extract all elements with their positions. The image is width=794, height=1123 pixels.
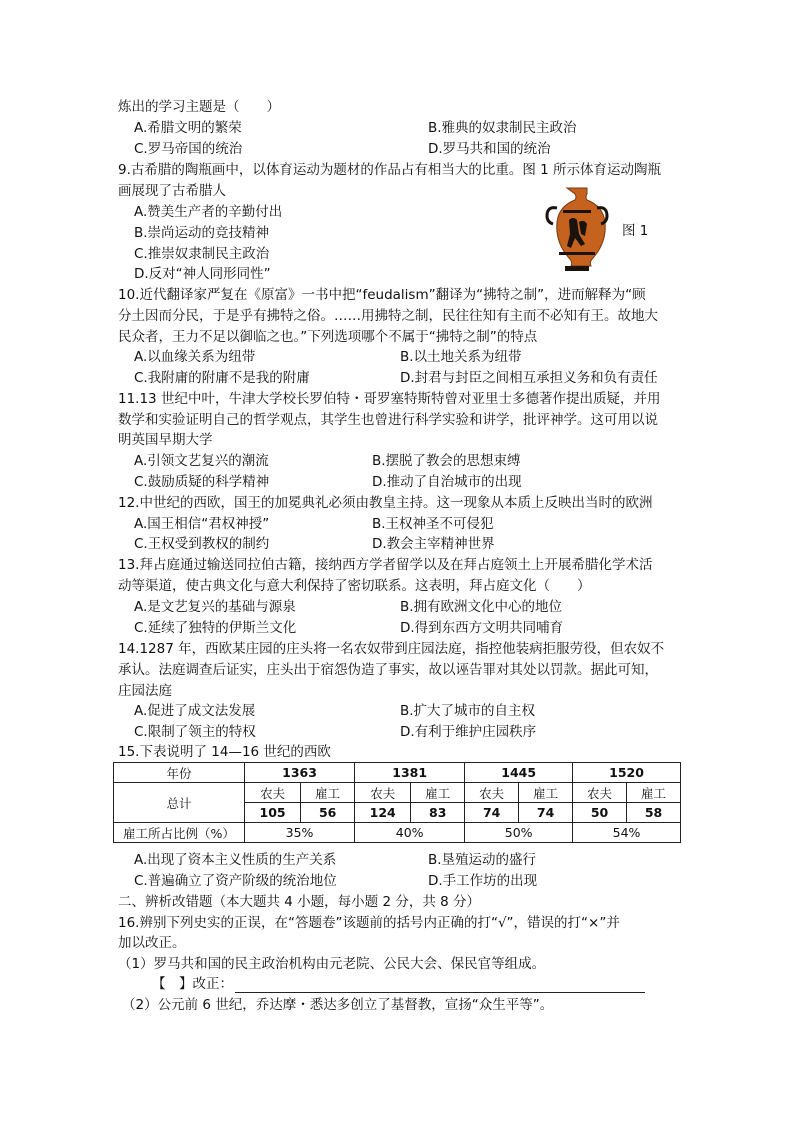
table-cell-hired: 雇工 [627, 783, 681, 803]
table-cell-count: 74 [519, 803, 573, 823]
q13-stem-line1: 13.拜占庭通过输送同拉伯古籍，接纳西方学者留学以及在拜占庭领土上开展希腊化学术活 [118, 557, 653, 573]
table-cell-year: 1381 [355, 763, 465, 783]
q16-statement-2: （2）公元前 6 世纪，乔达摩・悉达多创立了基督教，宣扬“众生平等”。 [122, 997, 554, 1013]
table-row-ratio [114, 823, 681, 843]
table-cell-year: 1520 [573, 763, 681, 783]
q10-option-c: C.我附庸的附庸不是我的附庸 [134, 370, 310, 386]
amphora-image [543, 186, 611, 272]
q8-stem-tail: 炼出的学习主题是（ ） [118, 99, 280, 115]
q14-stem-line1: 14.1287 年，西欧某庄园的庄头将一名农奴带到庄园法庭，指控他装病拒服劳役，但农奴不 [118, 641, 665, 657]
q14-option-b: B.扩大了城市的自主权 [400, 703, 536, 719]
q14-stem-line3: 庄园法庭 [118, 683, 172, 699]
table-cell-hired: 雇工 [411, 783, 465, 803]
q12-stem-line1: 12.中世纪的西欧，国王的加冕典礼必须由教皇主持。这一现象从本质上反映出当时的欧洲 [118, 495, 653, 511]
q9-option-b: B.崇尚运动的竞技精神 [134, 225, 270, 241]
q16-statement-1: （1）罗马共和国的民主政治机构由元老院、公民大会、保民官等组成。 [118, 956, 546, 972]
q10-stem-line3: 民众者，王力不足以御临之也。”下列选项哪个不属于“拂特之制”的特点 [118, 329, 538, 345]
q10-option-a: A.以血缘关系为纽带 [134, 349, 256, 365]
q11-stem-line1: 11.13 世纪中叶，牛津大学校长罗伯特・哥罗塞特斯特曾对亚里士多德著作提出质疑，并用 [118, 391, 661, 407]
table-cell-ratio-label: 雇工所占比例（%） [114, 823, 245, 843]
q15-option-b: B.垦殖运动的盛行 [428, 852, 537, 868]
q11-option-a: A.引领文艺复兴的潮流 [134, 453, 269, 469]
q10-stem-line2: 分土因而分民，于是乎有拂特之俗。……用拂特之制，民往往知有主而不必知有王。故地大 [118, 308, 658, 324]
q11-option-d: D.推动了自治城市的出现 [372, 474, 522, 490]
q9-option-c: C.推崇奴隶制民主政治 [134, 246, 270, 262]
q8-option-d: D.罗马共和国的统治 [428, 141, 551, 157]
q9-option-a: A.赞美生产者的辛勤付出 [134, 204, 283, 220]
figure-1-label: 图 1 [622, 223, 649, 239]
q11-option-b: B.摆脱了教会的思想束缚 [372, 453, 521, 469]
q8-option-c: C.罗马帝国的统治 [134, 141, 243, 157]
table-cell-hired: 雇工 [301, 783, 355, 803]
q14-stem-line2: 承认。法庭调查后证实，庄头出于宿怨伪造了事实，故以诬告罪对其处以罚款。据此可知， [118, 662, 658, 678]
q16-answer-row-1 [152, 975, 645, 993]
table-cell-ratio: 35% [245, 823, 355, 843]
q15-option-c: C.普遍确立了资产阶级的统治地位 [134, 873, 337, 889]
q15-option-a: A.出现了资本主义性质的生产关系 [134, 852, 337, 868]
table-cell-count: 124 [355, 803, 411, 823]
table-cell-ratio: 54% [573, 823, 681, 843]
q14-option-c: C.限制了领主的特权 [134, 724, 256, 740]
q13-option-d: D.得到东西方文明共同哺育 [400, 620, 564, 636]
q9-option-d: D.反对“神人同形同性” [134, 266, 271, 282]
table-cell-count: 105 [245, 803, 301, 823]
q14-option-a: A.促进了成文法发展 [134, 703, 256, 719]
table-cell-farmer: 农夫 [355, 783, 411, 803]
q16-correction-blank[interactable] [235, 978, 645, 993]
table-cell-count: 56 [301, 803, 355, 823]
table-cell-hired: 雇工 [519, 783, 573, 803]
table-cell-ratio: 50% [465, 823, 573, 843]
table-cell-farmer: 农夫 [465, 783, 519, 803]
q16-correction-label: 【 】改正： [152, 976, 233, 992]
table-cell-count: 58 [627, 803, 681, 823]
table-row-years [114, 763, 681, 783]
table-cell-count: 74 [465, 803, 519, 823]
table-cell-year-label: 年份 [114, 763, 245, 783]
q8-option-b: B.雅典的奴隶制民主政治 [428, 120, 577, 136]
q10-stem-line1: 10.近代翻译家严复在《原富》一书中把“feudalism”翻译为“拂特之制”，进而解释为“顾 [118, 287, 646, 303]
q13-stem-line2: 动等渠道，使古典文化与意大利保持了密切联系。这表明，拜占庭文化（ ） [118, 578, 591, 594]
q9-stem-line2: 画展现了古希腊人 [118, 183, 226, 199]
q10-option-d: D.封君与封臣之间相互承担义务和负有责任 [400, 370, 658, 386]
table-cell-farmer: 农夫 [245, 783, 301, 803]
table-cell-year: 1363 [245, 763, 355, 783]
q12-option-d: D.教会主宰精神世界 [372, 536, 495, 552]
q16-stem-line1: 16.辨别下列史实的正误，在“答题卷”该题前的括号内正确的打“√”，错误的打“×”并 [118, 915, 620, 931]
q8-option-a: A.希腊文明的繁荣 [134, 120, 242, 136]
table-cell-count: 83 [411, 803, 465, 823]
q14-option-d: D.有利于维护庄园秩序 [400, 724, 537, 740]
q12-option-a: A.国王相信“君权神授” [134, 516, 270, 532]
table-cell-farmer: 农夫 [573, 783, 627, 803]
q12-option-c: C.王权受到教权的制约 [134, 536, 270, 552]
table-cell-count: 50 [573, 803, 627, 823]
table-cell-ratio: 40% [355, 823, 465, 843]
q13-option-a: A.是文艺复兴的基础与源泉 [134, 599, 296, 615]
q15-option-d: D.手工作坊的出现 [428, 873, 538, 889]
q13-option-c: C.延续了独特的伊斯兰文化 [134, 620, 297, 636]
table-cell-year: 1445 [465, 763, 573, 783]
q11-option-c: C.鼓励质疑的科学精神 [134, 474, 270, 490]
q10-option-b: B.以土地关系为纽带 [400, 349, 522, 365]
q13-option-b: B.拥有欧洲文化中心的地位 [400, 599, 563, 615]
q15-stem-line1: 15.下表说明了 14—16 世纪的西欧 [118, 744, 331, 760]
section-2-heading: 二、辨析改错题（本大题共 4 小题，每小题 2 分，共 8 分） [118, 894, 481, 910]
q16-stem-line2: 加以改正。 [118, 935, 186, 951]
table-cell-total-label: 总计 [114, 783, 245, 823]
q12-option-b: B.王权神圣不可侵犯 [372, 516, 494, 532]
q15-data-table [113, 762, 681, 843]
q11-stem-line2: 数学和实验证明自己的哲学观点，其学生也曾进行科学实验和讲学，批评神学。这可用以说 [118, 412, 658, 428]
table-row-type [114, 783, 681, 803]
q9-stem-line1: 9.古希腊的陶瓶画中，以体育运动为题材的作品占有相当大的比重。图 1 所示体育运动陶瓶 [118, 162, 662, 178]
q11-stem-line3: 明英国早期大学 [118, 432, 213, 448]
